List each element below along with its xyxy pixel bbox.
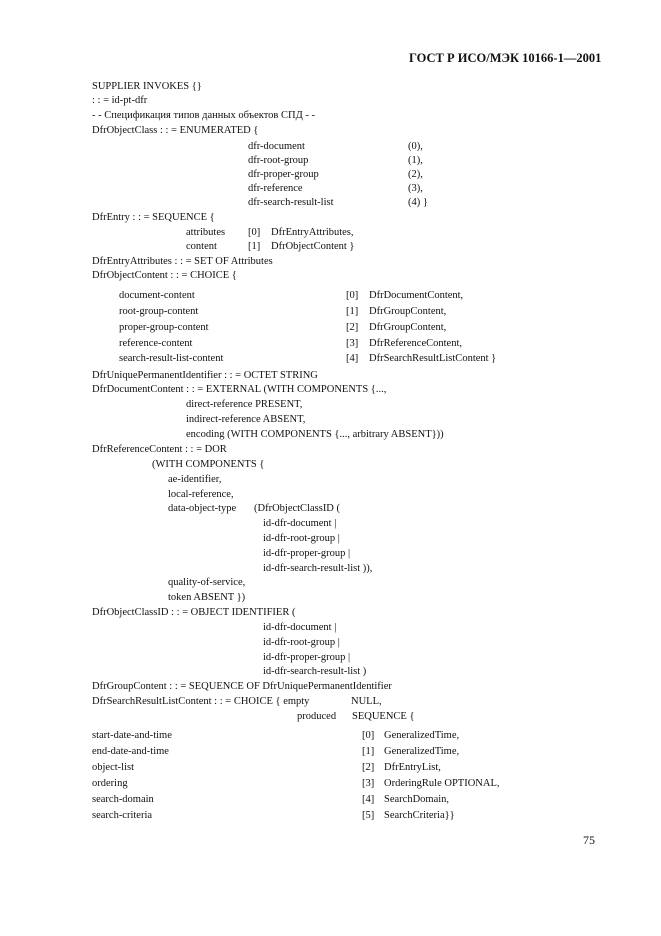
code-line: [2] [346,322,359,333]
code-line: id-dfr-search-result-list )), [263,563,373,574]
code-line: DfrReferenceContent : : = DOR [92,444,227,455]
code-line: attributes [186,227,226,238]
code-line: NULL, [351,696,382,707]
code-line: ae-identifier, [168,474,222,485]
code-line: direct-reference PRESENT, [186,399,303,410]
code-line: dfr-reference [248,183,303,194]
code-line: proper-group-content [119,322,209,333]
code-line: DfrSearchResultListContent } [369,353,497,364]
code-line: (0), [408,141,423,152]
code-line: search-criteria [92,810,153,821]
code-line: search-result-list-content [119,353,224,364]
code-line: DfrEntryAttributes, [271,227,354,238]
code-line: DfrDocumentContent : : = EXTERNAL (WITH COMPONENTS {..., [92,384,387,395]
code-line: : : = id-pt-dfr [92,95,148,106]
code-line: root-group-content [119,306,199,317]
code-line: DfrObjectClassID : : = OBJECT IDENTIFIER ( [92,607,296,618]
code-line: document-content [119,290,195,301]
code-line: OrderingRule OPTIONAL, [384,778,500,789]
code-line: dfr-document [248,141,305,152]
standard-code-header: ГОСТ Р ИСО/МЭК 10166-1—2001 [409,51,602,65]
code-line: id-dfr-root-group | [263,637,340,648]
code-line: id-dfr-document | [263,622,337,633]
code-line: DfrEntry : : = SEQUENCE { [92,212,215,223]
code-line: DfrGroupContent, [369,306,447,317]
code-line: [0] [346,290,359,301]
code-line: [4] [362,794,375,805]
code-line: - - Спецификация типов данных объектов СПД - - [92,110,315,121]
code-line: SEQUENCE { [352,711,415,722]
code-line: (1), [408,155,423,166]
code-line: [2] [362,762,375,773]
code-line: (2), [408,169,423,180]
code-line: token ABSENT }) [168,592,246,603]
code-line: DfrEntryList, [384,762,441,773]
code-line: content [186,241,217,252]
code-line: DfrEntryAttributes : : = SET OF Attributes [92,256,273,267]
code-line: SearchDomain, [384,794,450,805]
code-line: id-dfr-document | [263,518,337,529]
code-line: dfr-search-result-list [248,197,334,208]
code-line: [3] [346,338,359,349]
code-line: (3), [408,183,423,194]
code-line: DfrObjectContent : : = CHOICE { [92,270,237,281]
code-line: GeneralizedTime, [384,746,460,757]
code-line: [0] [248,227,261,238]
code-line: DfrDocumentContent, [369,290,464,301]
code-line: indirect-reference ABSENT, [186,414,306,425]
code-line: DfrGroupContent : : = SEQUENCE OF DfrUniquePermanentIdentifier [92,681,392,692]
code-line: DfrObjectClass : : = ENUMERATED { [92,125,259,136]
code-line: local-reference, [168,489,234,500]
code-line: DfrUniquePermanentIdentifier : : = OCTET STRING [92,370,318,381]
code-line: dfr-root-group [248,155,309,166]
code-line: data-object-type [168,503,237,514]
code-line: ordering [92,778,128,789]
code-line: DfrObjectContent } [271,241,355,252]
code-line: DfrGroupContent, [369,322,447,333]
code-line: (DfrObjectClassID ( [254,503,341,514]
code-line: [4] [346,353,359,364]
code-line: GeneralizedTime, [384,730,460,741]
code-line: [1] [346,306,359,317]
code-line: dfr-proper-group [248,169,319,180]
code-line: produced [297,711,337,722]
code-line: reference-content [119,338,193,349]
code-line: id-dfr-proper-group | [263,652,351,663]
code-line: [0] [362,730,375,741]
code-line: DfrSearchResultListContent : : = CHOICE { empty [92,696,310,707]
code-line: [3] [362,778,375,789]
code-line: SearchCriteria}} [384,810,455,821]
code-line: (4) } [408,197,428,208]
code-line: quality-of-service, [168,577,246,588]
code-line: id-dfr-root-group | [263,533,340,544]
page-number: 75 [583,833,595,847]
code-line: id-dfr-proper-group | [263,548,351,559]
code-line: DfrReferenceContent, [369,338,462,349]
code-line: [5] [362,810,375,821]
code-line: end-date-and-time [92,746,169,757]
code-line: search-domain [92,794,154,805]
code-line: start-date-and-time [92,730,172,741]
code-line: encoding (WITH COMPONENTS {..., arbitrary ABSENT})) [186,429,444,440]
code-line: object-list [92,762,134,773]
code-line: (WITH COMPONENTS { [152,459,265,470]
code-line: [1] [362,746,375,757]
code-line: id-dfr-search-result-list ) [263,666,367,677]
code-line: SUPPLIER INVOKES {} [92,81,202,92]
code-line: [1] [248,241,261,252]
